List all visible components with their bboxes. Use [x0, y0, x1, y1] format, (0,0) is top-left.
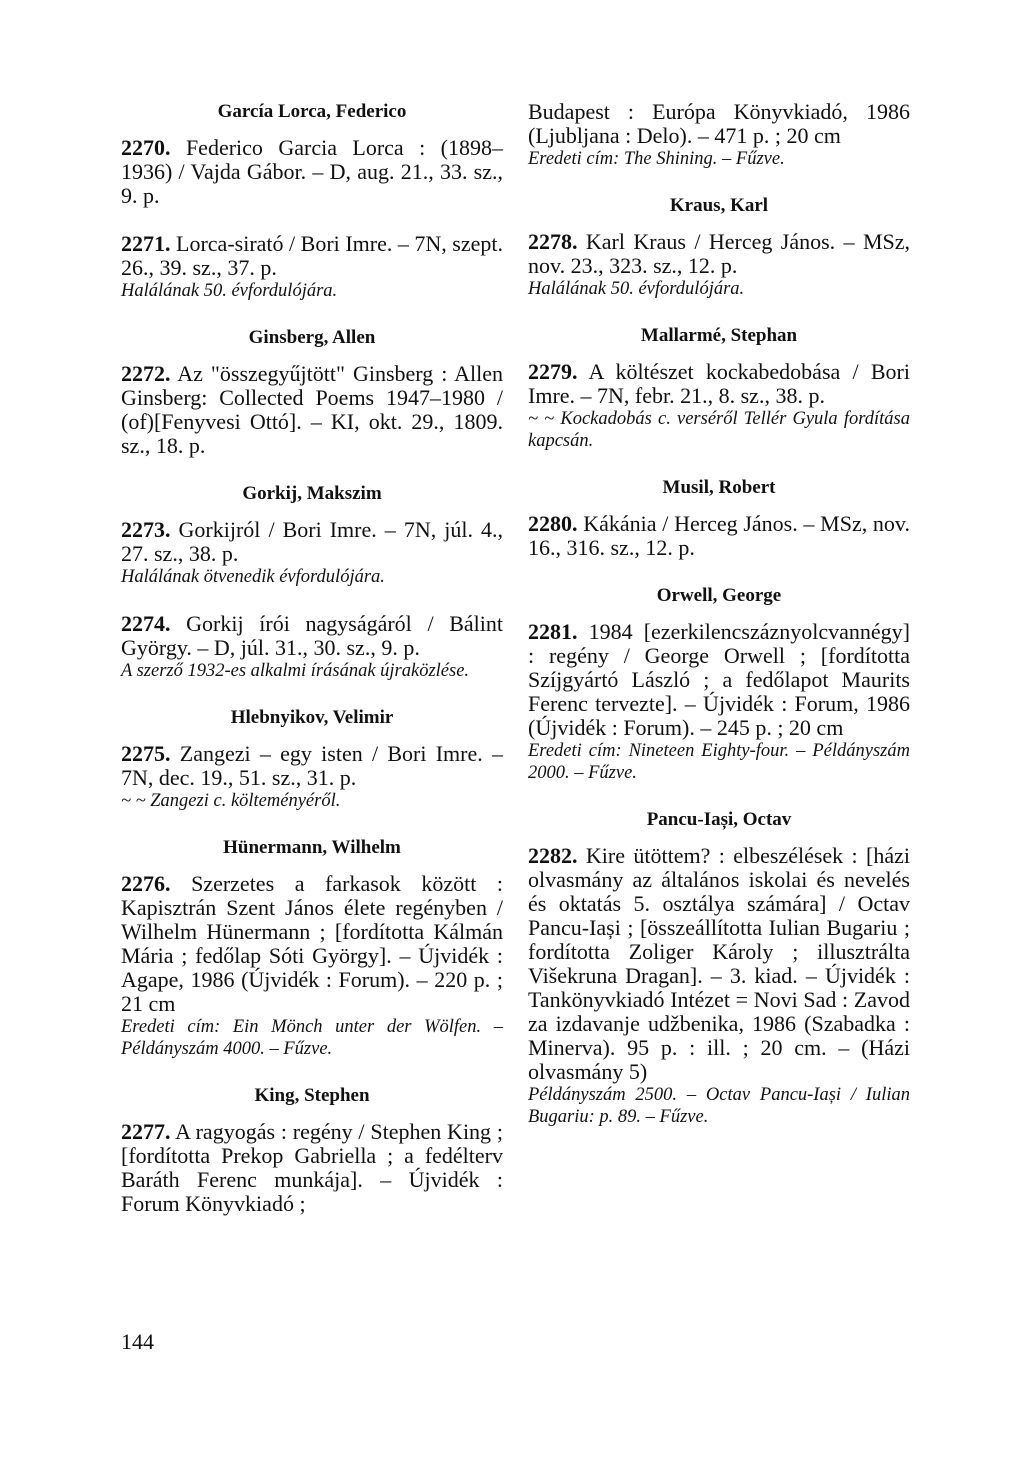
section-heading-kraus-karl: Kraus, Karl — [669, 195, 769, 216]
entry-number: 2276. — [121, 871, 171, 896]
entry-number: 2273. — [121, 517, 171, 542]
entry-text — [121, 872, 503, 1016]
entry-text — [121, 136, 503, 208]
entry-number: 2271. — [121, 231, 171, 256]
entry-note: Eredeti cím: Nineteen Eighty-four. – Példányszám 2000. – Fűzve. — [528, 741, 910, 783]
entry-note: Eredeti cím: The Shining. – Fűzve. — [528, 149, 785, 169]
section-heading-mallarme-stephan: Mallarmé, Stephan — [640, 325, 798, 346]
section-heading-musil-robert: Musil, Robert — [662, 477, 776, 498]
section-heading-pancu-iasi-octav: Pancu-Iași, Octav — [646, 809, 792, 830]
entry-text — [528, 620, 910, 740]
entry-body: Zangezi – egy isten / Bori Imre. – 7N, dec. 19., 51. sz., 31. p. — [121, 741, 503, 790]
entry-body: Az "összegyűjtött" Ginsberg : Allen Ginsberg: Collected Poems 1947–1980 / (of)[Fenyvesi Ottó]. – KI, okt. 29., 1809. sz., 18. p. — [121, 361, 503, 458]
entry-text — [121, 612, 503, 660]
entry-note: Példányszám 2500. – Octav Pancu-Iași / Iulian Bugariu: p. 89. – Fűzve. — [528, 1085, 910, 1127]
catalog-entry-2281 — [528, 620, 910, 784]
page-number: 144 — [121, 1329, 154, 1354]
catalog-entry-2275 — [121, 742, 503, 812]
entry-text — [121, 1120, 503, 1216]
entry-text — [121, 518, 503, 566]
entry-text — [528, 360, 910, 408]
catalog-entry-2276 — [121, 872, 503, 1060]
entry-text — [121, 232, 503, 280]
catalog-entry-2278 — [528, 230, 910, 300]
entry-body: Karl Kraus / Herceg János. – MSz, nov. 23., 323. sz., 12. p. — [528, 229, 911, 278]
entry-body: 1984 [ezerkilencszáznyolcvannégy] : regény / George Orwell ; [fordította Szíjgyártó László ; a fedőlapot Maurits Ferenc tervezte]. – Újvidék : Forum, 1986 (Újvidék : Forum). – 245 p. ; 20 cm — [528, 619, 910, 740]
entry-note: ~ ~ Kockadobás c. verséről Tellér Gyula fordítása kapcsán. — [528, 409, 910, 451]
entry-number: 2278. — [528, 229, 578, 254]
entry-note: Halálának ötvenedik évfordulójára. — [121, 567, 385, 587]
catalog-entry-2279 — [528, 360, 910, 452]
entry-body: A költészet kockabedobása / Bori Imre. – 7N, febr. 21., 8. sz., 38. p. — [528, 359, 910, 408]
entry-text — [528, 512, 910, 560]
catalog-entry-2271 — [121, 232, 503, 302]
entry-number: 2272. — [121, 361, 171, 386]
entry-body: Federico Garcia Lorca : (1898–1936) / Vajda Gábor. – D, aug. 21., 33. sz., 9. p. — [121, 135, 503, 208]
entry-body: Lorca-sirató / Bori Imre. – 7N, szept. 26., 39. sz., 37. p. — [121, 231, 504, 280]
entry-note: Halálának 50. évfordulójára. — [528, 279, 745, 299]
catalog-entry-2272 — [121, 362, 503, 458]
entry-number: 2277. — [121, 1119, 171, 1144]
section-heading-king-stephen: King, Stephen — [254, 1085, 370, 1106]
right-column — [528, 100, 910, 1152]
entry-number: 2275. — [121, 741, 171, 766]
entry-body: A ragyogás : regény / Stephen King ; [fordította Prekop Gabriella ; a fedélterv Baráth Ferenc munkája]. – Újvidék : Forum Könyvkiadó ; — [121, 1119, 503, 1216]
entry-text — [121, 362, 503, 458]
section-heading-hunermann-wilhelm: Hünermann, Wilhelm — [223, 837, 401, 858]
entry-number: 2280. — [528, 511, 578, 536]
section-heading-garcia-lorca-federico: García Lorca, Federico — [217, 101, 407, 122]
entry-note: Halálának 50. évfordulójára. — [121, 281, 338, 301]
catalog-entry-2282 — [528, 844, 910, 1128]
section-heading-gorkij-makszim: Gorkij, Makszim — [242, 483, 382, 504]
section-heading-orwell-george: Orwell, George — [656, 585, 782, 606]
catalog-entry-continued — [528, 100, 910, 170]
entry-text — [528, 844, 910, 1084]
entry-note: ~ ~ Zangezi c. költeményéről. — [121, 791, 341, 811]
entry-text — [528, 230, 910, 278]
left-column — [121, 100, 503, 1240]
entry-note: A szerző 1932-es alkalmi írásának újraközlése. — [121, 661, 470, 681]
catalog-entry-2277 — [121, 1120, 503, 1216]
entry-number: 2279. — [528, 359, 578, 384]
entry-text — [121, 742, 503, 790]
catalog-entry-2270 — [121, 136, 503, 208]
catalog-entry-2273 — [121, 518, 503, 588]
entry-body: Budapest : Európa Könyvkiadó, 1986 (Ljubljana : Delo). – 471 p. ; 20 cm — [528, 99, 910, 148]
entry-text — [528, 100, 910, 148]
entry-note: Eredeti cím: Ein Mönch unter der Wölfen. – Példányszám 4000. – Fűzve. — [121, 1017, 503, 1059]
entry-body: Szerzetes a farkasok között : Kapisztrán Szent János élete regényben / Wilhelm Hünermann ; [fordította Kálmán Mária ; fedőlap Sóti György]. – Újvidék : Agape, 1986 (Újvidék : Forum). – 220 p. ; 21 cm — [121, 871, 504, 1016]
section-heading-hlebnyikov-velimir: Hlebnyikov, Velimir — [230, 707, 394, 728]
entry-number: 2281. — [528, 619, 578, 644]
entry-number: 2282. — [528, 843, 578, 868]
section-heading-ginsberg-allen: Ginsberg, Allen — [248, 327, 376, 348]
entry-number: 2270. — [121, 135, 171, 160]
entry-body: Kire ütöttem? : elbeszélések : [házi olvasmány az általános iskolai és nevelés és oktatás 5. osztálya számára] / Octav Pancu-Iași ; [összeállította Iulian Bugariu ; fordította Zoliger Károly ; illusztrálta Višekruna Dragan]. – 3. kiad. – Újvidék : Tankönyvkiadó Intézet = Novi Sad : Zavod za izdavanje udžbenika, 1986 (Szabadka : Minerva). 95 p. : ill. ; 20 cm. – (Házi olvasmány 5) — [528, 843, 911, 1084]
entry-body: Gorkijról / Bori Imre. – 7N, júl. 4., 27. sz., 38. p. — [121, 517, 503, 566]
entry-body: Kákánia / Herceg János. – MSz, nov. 16., 316. sz., 12. p. — [528, 511, 911, 560]
entry-body: Gorkij írói nagyságáról / Bálint György. – D, júl. 31., 30. sz., 9. p. — [121, 611, 504, 660]
entry-number: 2274. — [121, 611, 171, 636]
catalog-entry-2280 — [528, 512, 910, 560]
catalog-entry-2274 — [121, 612, 503, 682]
